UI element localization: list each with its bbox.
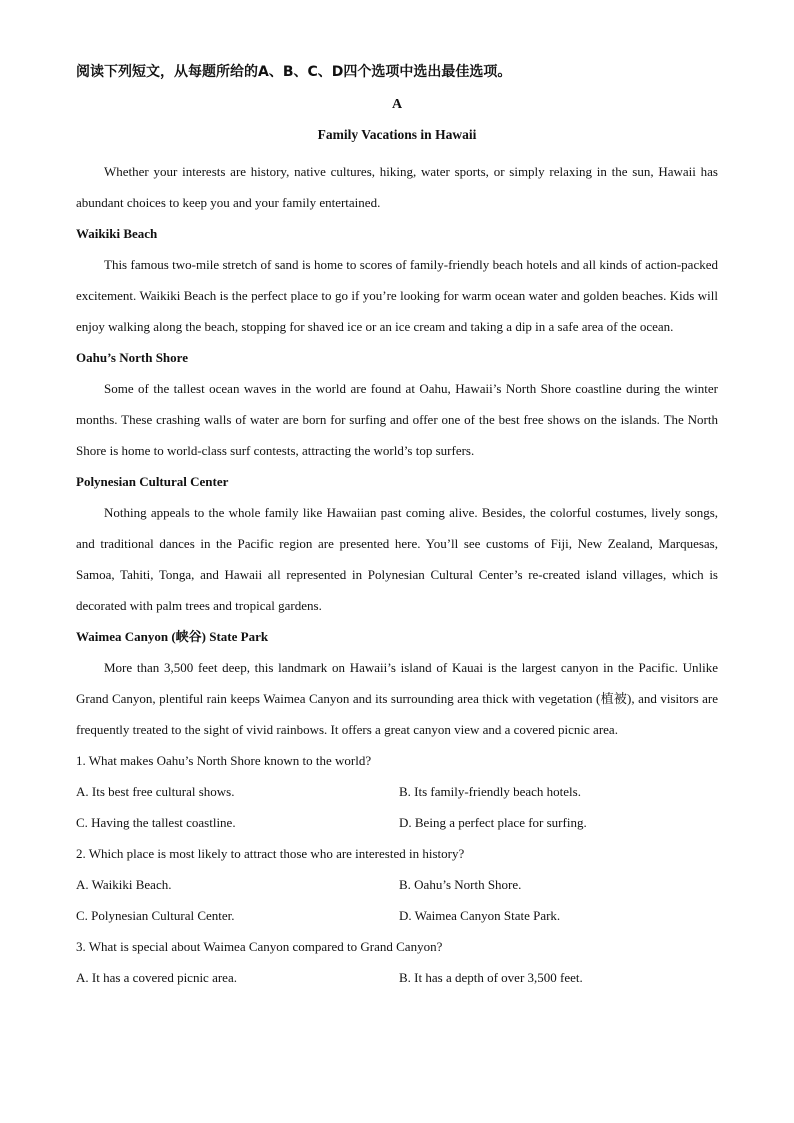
passage-title: Family Vacations in Hawaii <box>317 127 477 142</box>
section-heading: Polynesian Cultural Center <box>76 474 229 489</box>
document-page <box>76 60 718 993</box>
section-text: This famous two-mile stretch of sand is home to scores of family-friendly beach hotels and all kinds of action-packed excitement. Waikiki Beach is the perfect place to go if you’re looking for warm ocean water and golden beaches. Kids will enjoy walking along the beach, stopping for shaved ice or an ice cream and taking a dip in a safe area of the ocean. <box>76 257 718 334</box>
question-stem: 1. What makes Oahu’s North Shore known to the world? <box>76 753 372 768</box>
option-b: B. Its family-friendly beach hotels. <box>399 784 581 799</box>
intro-paragraph: Whether your interests are history, native cultures, hiking, water sports, or simply relaxing in the sun, Hawaii has abundant choices to keep you and your family entertained. <box>76 164 718 210</box>
option-b: B. Oahu’s North Shore. <box>399 877 522 892</box>
question-options <box>76 869 718 931</box>
section-letter: A <box>391 97 403 112</box>
instruction: 阅读下列短文，从每题所给的A、B、C、D四个选项中选出最佳选项。 <box>76 64 512 80</box>
option-a: A. Its best free cultural shows. <box>76 784 235 799</box>
option-b: B. It has a depth of over 3,500 feet. <box>399 970 583 985</box>
section-heading: Waimea Canyon (峡谷) State Park <box>76 629 269 644</box>
option-c: C. Having the tallest coastline. <box>76 815 236 830</box>
option-a: A. Waikiki Beach. <box>76 877 172 892</box>
option-c: C. Polynesian Cultural Center. <box>76 908 235 923</box>
question-stem: 3. What is special about Waimea Canyon compared to Grand Canyon? <box>76 939 443 954</box>
question-options <box>76 776 718 838</box>
question-stem: 2. Which place is most likely to attract those who are interested in history? <box>76 846 465 861</box>
section-text: Some of the tallest ocean waves in the world are found at Oahu, Hawaii’s North Shore coastline during the winter months. These crashing walls of water are born for surfing and offer one of the best free shows on the islands. The North Shore is home to world-class surf contests, attracting the world’s top surfers. <box>76 381 718 458</box>
option-d: D. Being a perfect place for surfing. <box>399 815 587 830</box>
option-a: A. It has a covered picnic area. <box>76 970 237 985</box>
section-heading: Waikiki Beach <box>76 226 158 241</box>
section-text: More than 3,500 feet deep, this landmark on Hawaii’s island of Kauai is the largest canyon in the Pacific. Unlike Grand Canyon, plentiful rain keeps Waimea Canyon and its surrounding area thick with vegetation (植被), and visitors are frequently treated to the sight of vivid rainbows. It offers a great canyon view and a covered picnic area. <box>76 660 718 737</box>
question-options <box>76 962 718 993</box>
section-heading: Oahu’s North Shore <box>76 350 188 365</box>
option-d: D. Waimea Canyon State Park. <box>399 908 561 923</box>
section-text: Nothing appeals to the whole family like Hawaiian past coming alive. Besides, the colorful costumes, lively songs, and traditional dances in the Pacific region are presented here. You’ll see customs of Fiji, New Zealand, Marquesas, Samoa, Tahiti, Tonga, and Hawaii all represented in Polynesian Cultural Center’s re-created island villages, which is decorated with palm trees and tropical gardens. <box>76 505 718 613</box>
